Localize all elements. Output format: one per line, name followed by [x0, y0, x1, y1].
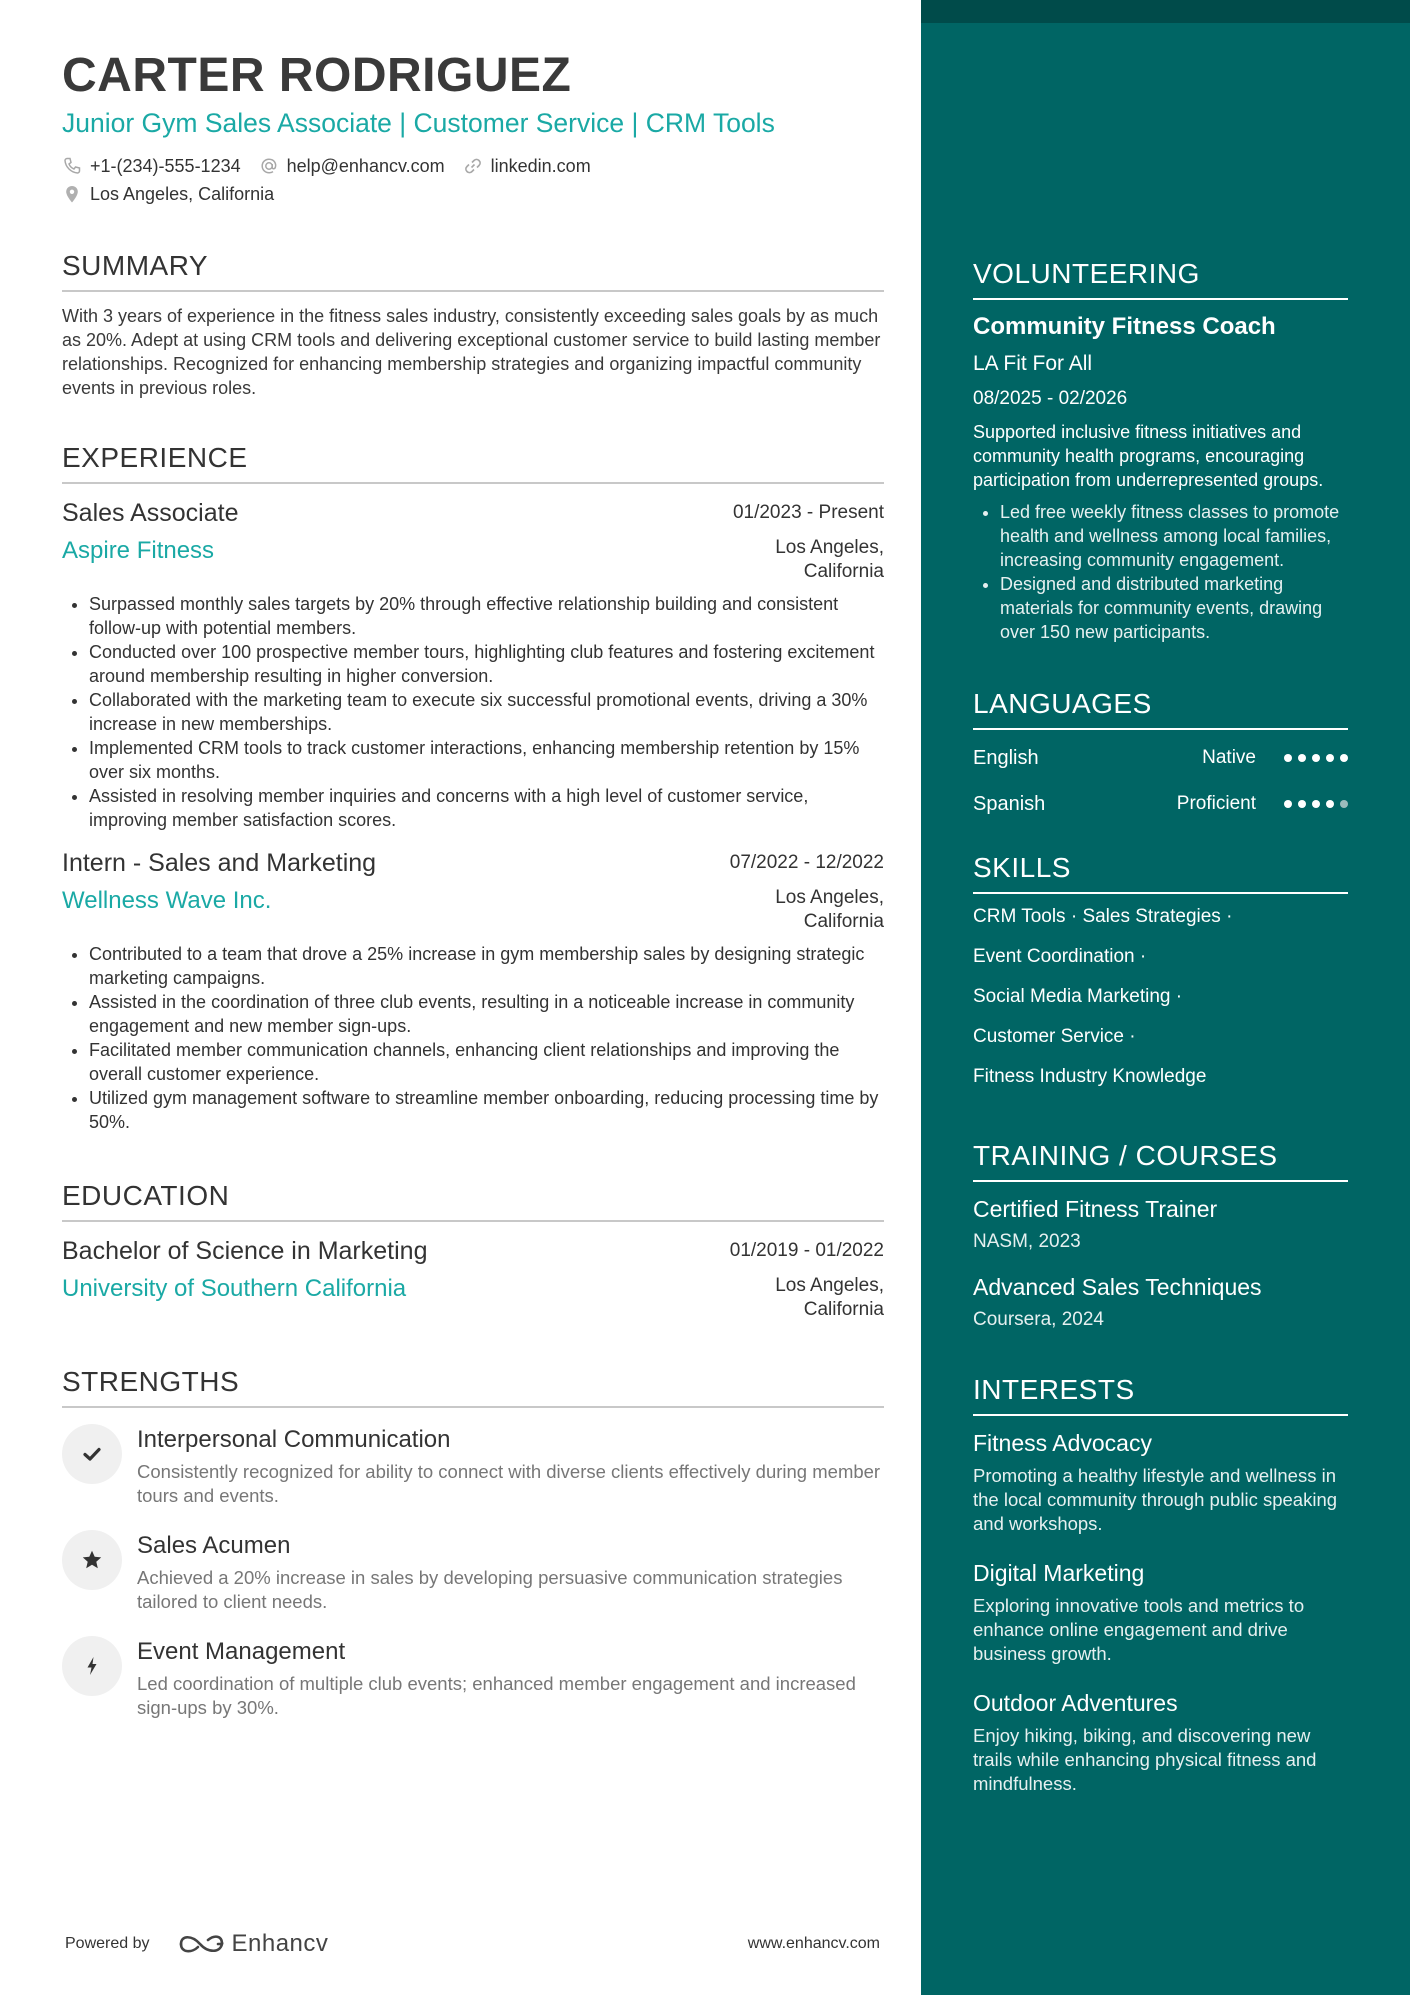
bullet-item: • Collaborated with the marketing team to execute six successful promotional events, driving a 30% increase in new memberships. [89, 688, 884, 736]
volunteer-role: Community Fitness Coach [973, 313, 1276, 340]
bullet-item: • Facilitated member communication channels, enhancing client relationships and improving the overall customer experience. [89, 1038, 884, 1086]
rating-dot-filled [1326, 800, 1334, 808]
rating-dot-filled [1298, 754, 1306, 762]
experience-section [62, 440, 884, 1134]
skill-line: CRM Tools · Sales Strategies · [973, 906, 1233, 927]
candidate-headline: Junior Gym Sales Associate | Customer Service | CRM Tools [62, 108, 775, 138]
skills-heading: SKILLS [973, 850, 1348, 894]
powered-by [65, 1930, 328, 1958]
language-level: Native [1202, 747, 1256, 768]
school-name: University of Southern California [62, 1275, 407, 1302]
bullet-item: • Conducted over 100 prospective member tours, highlighting club features and fostering excitement around membership resulting in higher conversion. [89, 640, 884, 688]
sidebar [921, 0, 1410, 1995]
company-name: Aspire Fitness [62, 537, 215, 564]
bullet-item: • Assisted in resolving member inquiries and concerns with a high level of customer service, improving member satisfaction scores. [89, 784, 884, 832]
language-level: Proficient [1176, 793, 1256, 814]
strength-title: Event Management [137, 1638, 346, 1665]
location-pin-icon [62, 184, 82, 204]
language-name: Spanish [973, 792, 1046, 815]
enhancv-logo-icon [178, 1931, 226, 1957]
linkedin-text: linkedin.com [490, 155, 591, 176]
star-icon [62, 1530, 122, 1590]
training-heading: TRAINING / COURSES [973, 1138, 1348, 1182]
skill-line: Social Media Marketing · [973, 986, 1183, 1007]
rating-dot-filled [1312, 800, 1320, 808]
volunteer-description: Supported inclusive fitness initiatives and community health programs, encouraging participation from underrepresented groups. [973, 422, 1324, 490]
course-name: Certified Fitness Trainer [973, 1196, 1218, 1222]
course-provider: NASM, 2023 [973, 1231, 1081, 1252]
rating-dot-filled [1340, 754, 1348, 762]
languages-heading: LANGUAGES [973, 686, 1348, 730]
contact-linkedin[interactable] [463, 156, 591, 177]
bullet-item: • Contributed to a team that drove a 25% increase in gym membership sales by designing strategic marketing campaigns. [89, 942, 884, 990]
sidebar-top-band [921, 0, 1410, 23]
strengths-section [62, 1364, 884, 1720]
interest-item [973, 1688, 1348, 1796]
email-text: help@enhancv.com [286, 155, 445, 176]
summary-text: With 3 years of experience in the fitness sales industry, consistently exceeding sales goals by as much as 20%. Adept at using CRM tools and delivering exceptional customer service to build lasting member relationships. Recognized for enhancing membership strategies and organizing impactful community events in previous roles. [62, 306, 881, 398]
rating-dot-filled [1284, 800, 1292, 808]
education-heading: EDUCATION [62, 1178, 884, 1222]
course-provider: Coursera, 2024 [973, 1309, 1104, 1330]
course-name: Advanced Sales Techniques [973, 1274, 1262, 1300]
volunteering-section [973, 256, 1348, 644]
contact-info [62, 152, 884, 208]
enhancv-brand-text: Enhancv [231, 1930, 329, 1957]
strengths-heading: STRENGTHS [62, 1364, 884, 1408]
job-bullets [62, 942, 884, 1134]
interest-item [973, 1428, 1348, 1536]
footer-website-link[interactable]: www.enhancv.com [747, 1935, 880, 1952]
skill-line: Event Coordination · [973, 946, 1147, 967]
degree: Bachelor of Science in Marketing [62, 1237, 428, 1265]
job-location: Los Angeles, California [775, 887, 884, 932]
bullet-item: • Surpassed monthly sales targets by 20% through effective relationship building and consistent follow-up with potential members. [89, 592, 884, 640]
skills-section [973, 850, 1348, 1090]
bolt-icon [62, 1636, 122, 1696]
contact-email[interactable] [259, 156, 445, 177]
volunteer-organization: LA Fit For All [973, 352, 1093, 375]
phone-text: +1-(234)-555-1234 [90, 155, 241, 176]
check-icon [62, 1424, 122, 1484]
job-title: Sales Associate [62, 499, 239, 527]
rating-dot-filled [1312, 754, 1320, 762]
rating-dot-filled [1284, 754, 1292, 762]
education-section [62, 1178, 884, 1322]
location-text: Los Angeles, California [90, 183, 275, 204]
rating-dot-filled [1298, 800, 1306, 808]
bullet-item: • Led free weekly fitness classes to promote health and wellness among local families, increasing community engagement. [1000, 500, 1348, 572]
interests-heading: INTERESTS [973, 1372, 1348, 1416]
contact-phone[interactable] [62, 156, 241, 177]
education-entry [62, 1234, 884, 1322]
summary-heading: SUMMARY [62, 248, 884, 292]
language-item [973, 788, 1348, 820]
candidate-name: CARTER RODRIGUEZ [62, 49, 572, 102]
at-icon [259, 156, 279, 176]
bullet-item: • Implemented CRM tools to track customer interactions, enhancing membership retention by 15% over six months. [89, 736, 884, 784]
interest-description: Enjoy hiking, biking, and discovering new trails while enhancing physical fitness and mindfulness. [973, 1725, 1317, 1794]
bullet-item: • Utilized gym management software to streamline member onboarding, reducing processing time by 50%. [89, 1086, 884, 1134]
language-rating [1278, 754, 1348, 762]
bullet-item: • Assisted in the coordination of three club events, resulting in a noticeable increase in community engagement and new member sign-ups. [89, 990, 884, 1038]
volunteer-bullets [973, 500, 1348, 644]
experience-heading: EXPERIENCE [62, 440, 884, 484]
experience-entry [62, 846, 884, 1134]
language-name: English [973, 746, 1039, 769]
interest-item [973, 1558, 1348, 1666]
strength-title: Interpersonal Communication [137, 1426, 451, 1453]
interest-description: Promoting a healthy lifestyle and wellness in the local community through public speaking and workshops. [973, 1465, 1338, 1534]
strength-title: Sales Acumen [137, 1532, 291, 1559]
bullet-item: • Designed and distributed marketing materials for community events, drawing over 150 new participants. [1000, 572, 1348, 644]
interest-name: Outdoor Adventures [973, 1690, 1178, 1716]
skills-list [973, 904, 1348, 1090]
interest-name: Digital Marketing [973, 1560, 1145, 1586]
company-name: Wellness Wave Inc. [62, 887, 272, 914]
education-dates: 01/2019 - 01/2022 [729, 1240, 884, 1261]
footer [65, 1930, 880, 1958]
rating-dot-filled [1326, 754, 1334, 762]
job-location: Los Angeles, California [775, 537, 884, 582]
experience-entry [62, 496, 884, 832]
job-dates: 01/2023 - Present [732, 502, 884, 523]
summary-section [62, 248, 884, 400]
job-bullets [62, 592, 884, 832]
strength-item [62, 1530, 884, 1614]
school-location: Los Angeles, California [775, 1275, 884, 1320]
strength-description: Achieved a 20% increase in sales by developing persuasive communication strategies tailored to client needs. [137, 1567, 843, 1612]
strength-description: Led coordination of multiple club events; enhanced member engagement and increased sign-ups by 30%. [137, 1673, 856, 1718]
language-rating [1278, 800, 1348, 808]
enhancv-logo[interactable] [178, 1930, 329, 1958]
interest-description: Exploring innovative tools and metrics to enhance online engagement and drive business growth. [973, 1595, 1305, 1664]
strength-item [62, 1424, 884, 1508]
course-item [973, 1272, 1348, 1332]
training-section [973, 1138, 1348, 1332]
job-title: Intern - Sales and Marketing [62, 849, 377, 877]
languages-section [973, 686, 1348, 820]
language-item [973, 742, 1348, 774]
strength-description: Consistently recognized for ability to connect with diverse clients effectively during member tours and events. [137, 1461, 881, 1506]
phone-icon [62, 156, 82, 176]
course-item [973, 1194, 1348, 1254]
interest-name: Fitness Advocacy [973, 1430, 1152, 1456]
strength-item [62, 1636, 884, 1720]
job-dates: 07/2022 - 12/2022 [729, 852, 884, 873]
powered-by-label: Powered by [65, 1935, 150, 1952]
volunteering-heading: VOLUNTEERING [973, 256, 1348, 300]
link-icon [463, 156, 483, 176]
skill-line: Fitness Industry Knowledge [973, 1066, 1207, 1087]
contact-location [62, 184, 274, 205]
interests-section [973, 1372, 1348, 1796]
rating-dot-empty [1340, 800, 1348, 808]
volunteer-dates: 08/2025 - 02/2026 [973, 388, 1128, 409]
skill-line: Customer Service · [973, 1026, 1136, 1047]
